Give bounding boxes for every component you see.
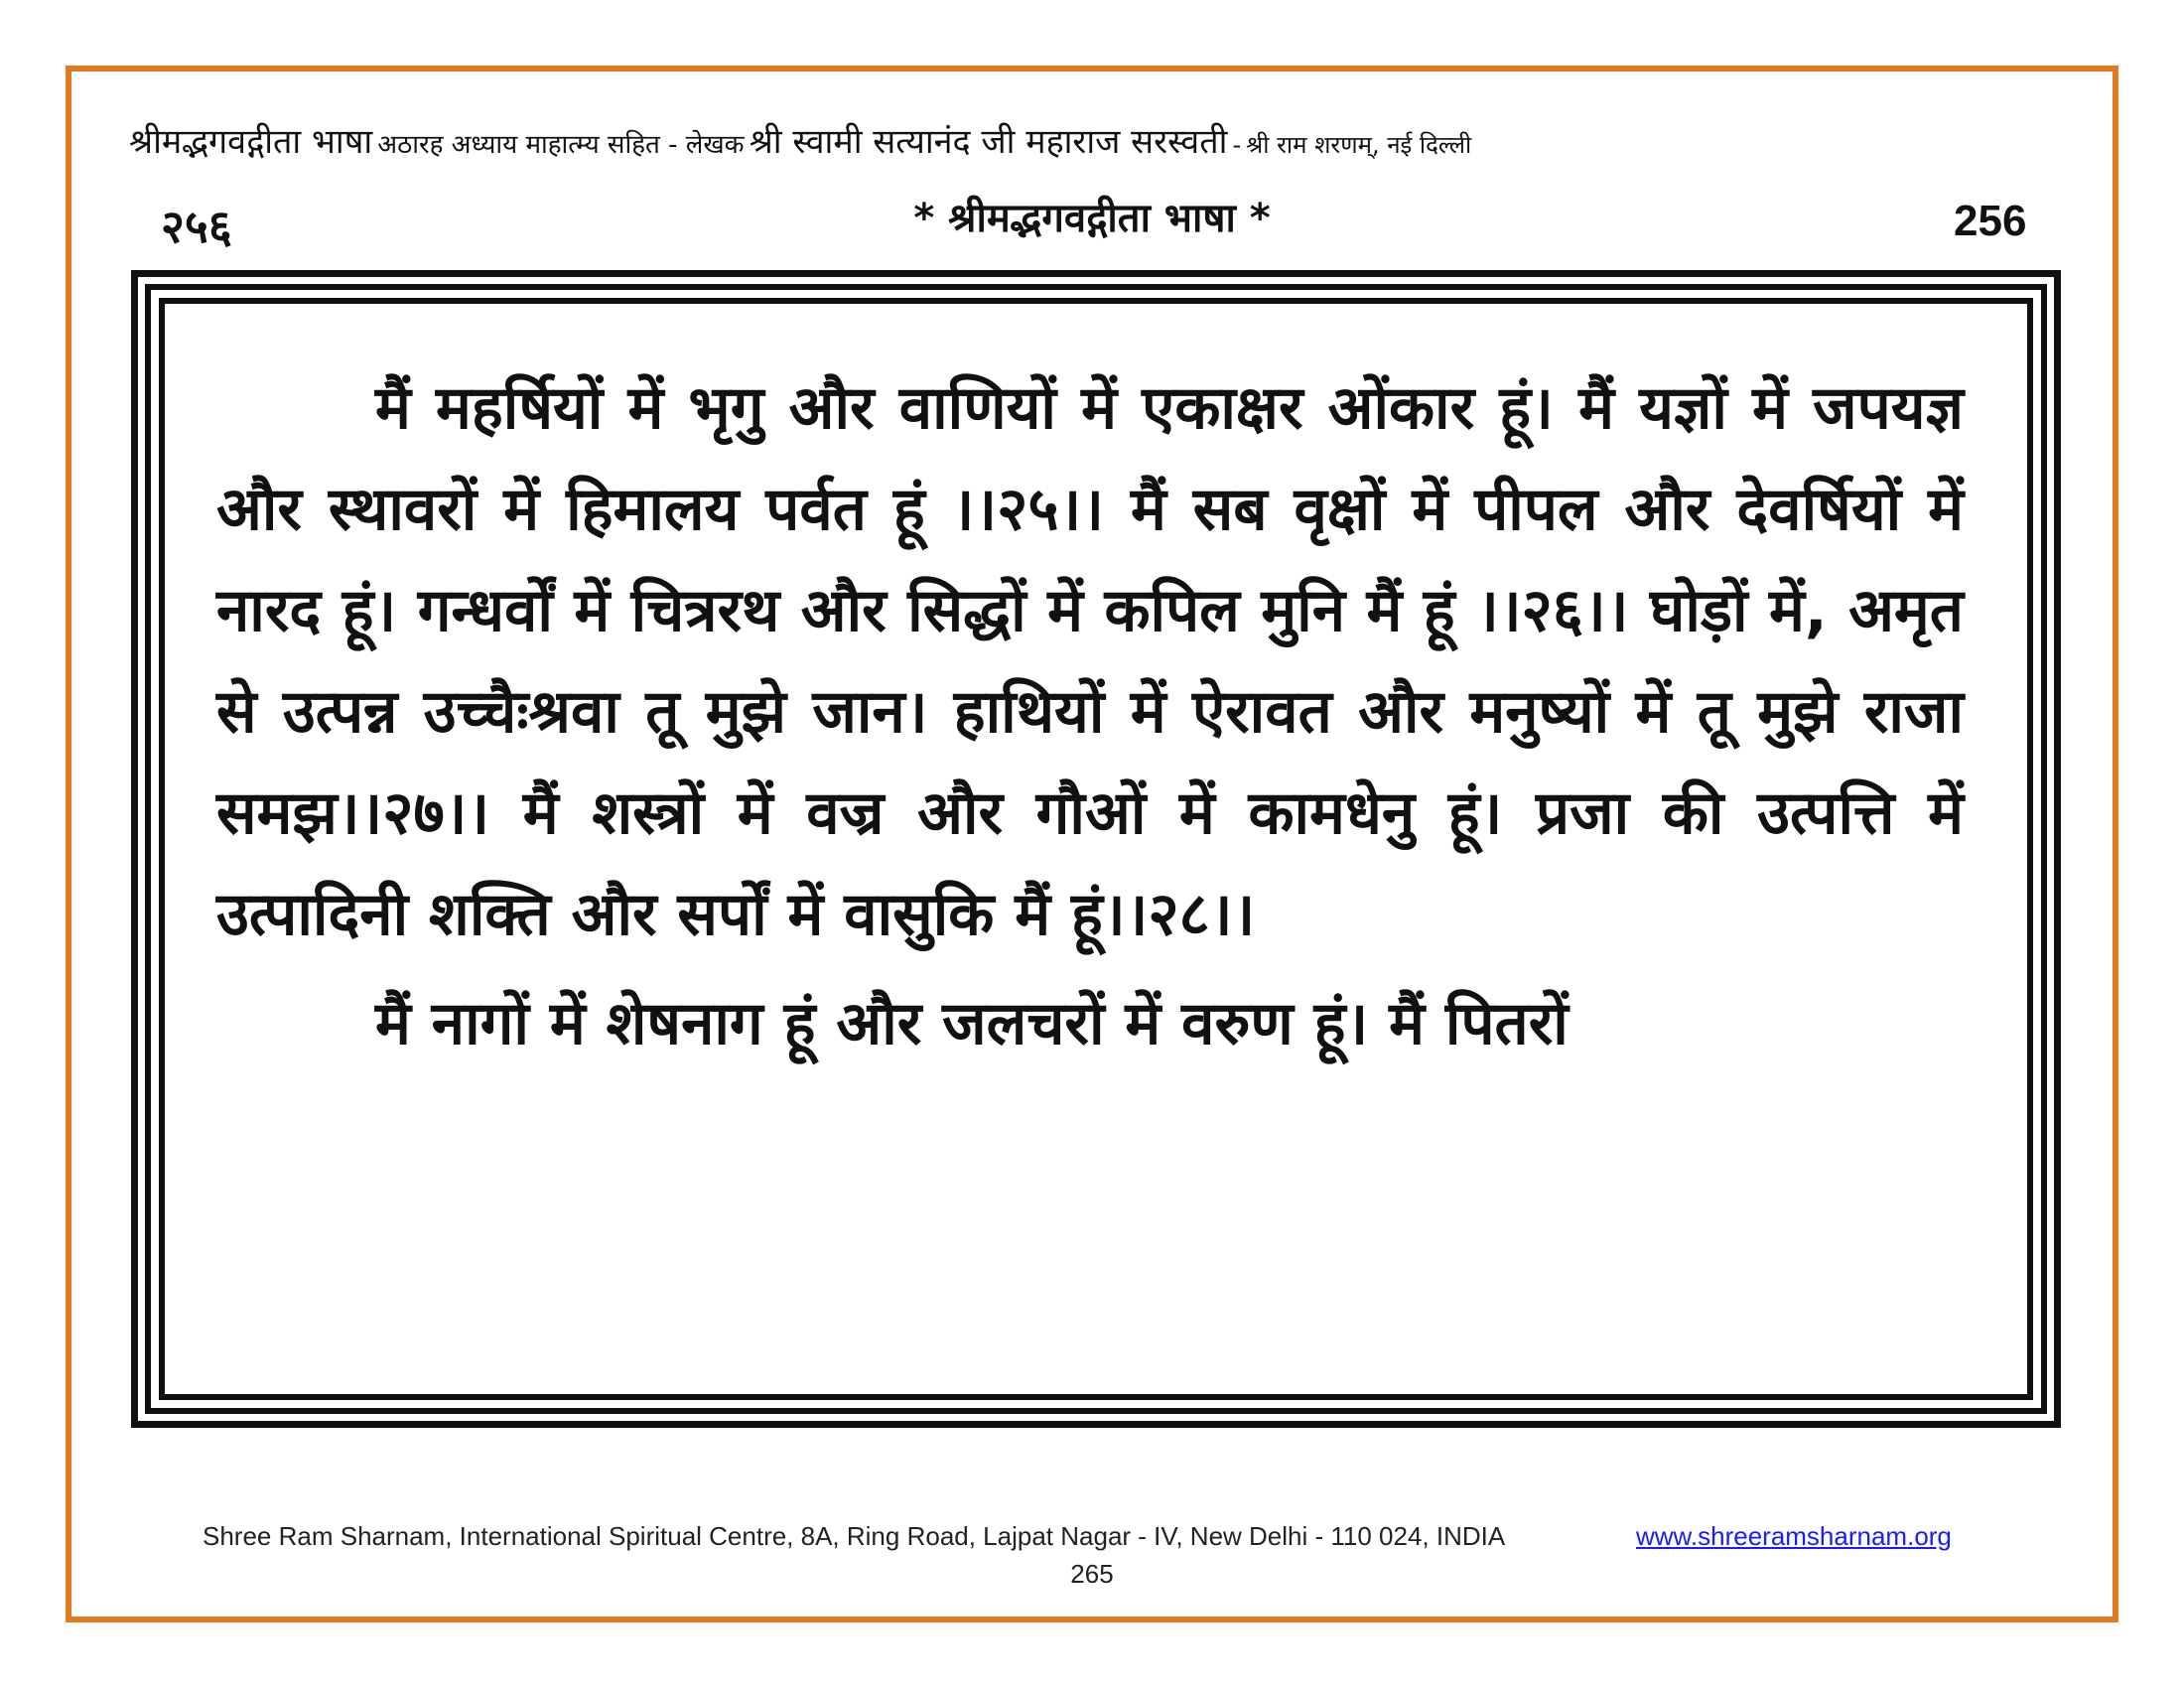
verse-paragraph: मैं महर्षियों में भृगु और वाणियों में एकाक्षर ओंकार हूं। मैं यज्ञों में जपयज्ञ और स्थावरों में हिमालय पर्वत हूं ।।२५।। मैं सब वृक्षों में पीपल और देवर्षियों में नारद हूं। गन्धर्वों में चित्ररथ और सिद्धों में कपिल मुनि मैं हूं ।।२६।। घोड़ों में, अमृत से उत्पन्न उच्चैःश्रवा तू मुझे जान। हाथियों में ऐरावत और मनुष्यों में तू मुझे राजा समझ।।२७।। मैं शस्त्रों में वज्र और गौओं में कामधेनु हूं। प्रजा की उत्पत्ति में उत्पादिनी शक्ति और सर्पों में वासुकि मैं हूं।।२८।। [216, 373, 1964, 949]
header-separator: - [1232, 131, 1242, 159]
book-subtitle: अठारह अध्याय माहात्म्य सहित - लेखक [377, 130, 745, 160]
page-title: * श्रीमद्भगवद्गीता भाषा * [913, 196, 1271, 241]
verse-body [216, 357, 1964, 1074]
book-title: श्रीमद्भगवद्गीता भाषा [129, 122, 373, 162]
footer-address: Shree Ram Sharnam, International Spiritual Centre, 8A, Ring Road, Lajpat Nagar - IV, New Delhi - 110 024, INDIA [203, 1521, 1506, 1551]
verse-paragraph: मैं नागों में शेषनाग हूं और जलचरों में वरुण हूं। मैं पितरों [375, 989, 1569, 1058]
page-number-latin: 256 [1954, 197, 2027, 245]
author-name: श्री स्वामी सत्यानंद जी महाराज सरस्वती [749, 122, 1228, 162]
running-header [129, 117, 2065, 163]
website-link[interactable]: www.shreeramsharnam.org [1636, 1521, 1952, 1551]
page-number-devanagari: २५६ [161, 200, 232, 253]
publisher-name: श्री राम शरणम्, नई दिल्ली [1246, 131, 1472, 159]
pdf-page-number: 265 [1070, 1559, 1114, 1589]
